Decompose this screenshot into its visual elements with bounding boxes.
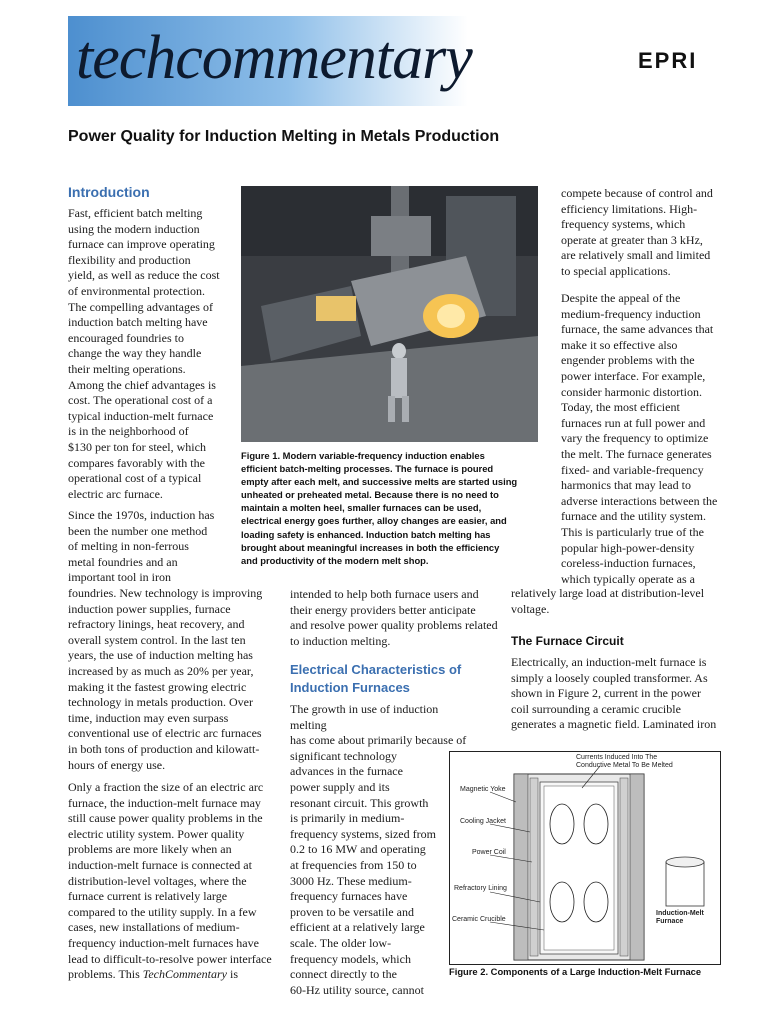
right-paragraph-1 xyxy=(561,186,731,280)
text-line: power supply and its xyxy=(290,779,390,794)
figure-2-diagram xyxy=(449,751,721,965)
text-line: induction batch melting have xyxy=(68,315,208,330)
text-line: foundries. New technology is improving xyxy=(68,586,263,600)
publication-name: TechCommentary xyxy=(142,967,227,981)
figure-1-caption xyxy=(241,449,541,567)
intro-paragraph-3 xyxy=(68,780,272,967)
intro-paragraph-2 xyxy=(68,508,238,586)
text-line: 3000 Hz. These medium- xyxy=(290,873,412,888)
label-refractory-lining: Refractory Lining xyxy=(454,885,507,892)
text-line: Among the chief advantages is xyxy=(68,377,216,392)
text-line: medium-frequency induction xyxy=(561,306,701,321)
intro-paragraph-1 xyxy=(68,206,238,502)
text-line: making it the fastest growing electric xyxy=(68,679,247,694)
text-line: popular high-power-density xyxy=(561,540,695,555)
text-line: 0.2 to 16 MW and operating xyxy=(290,842,426,857)
text-line: 60-Hz utility source, cannot xyxy=(290,982,424,997)
text-line: still cause power quality problems in the xyxy=(68,811,263,826)
text-line: induction-melt furnace is connected at xyxy=(68,857,252,872)
label-furnace: Furnace xyxy=(656,918,684,925)
text-line: time, induction may even surpass xyxy=(68,710,229,725)
foundry-illustration xyxy=(241,186,538,442)
text-line: simply a loosely coupled transformer. As xyxy=(511,670,708,685)
text-line: operate at greater than 3 kHz, xyxy=(561,232,703,247)
text-line: and productivity of the modern melt shop. xyxy=(241,554,429,566)
label-ceramic-crucible: Ceramic Crucible xyxy=(452,916,506,923)
text-line: The compelling advantages of xyxy=(68,299,213,314)
text-line: to induction melting. xyxy=(290,633,391,648)
text-line: cost. The operational cost of a xyxy=(68,393,213,408)
figure-2-caption: Figure 2. Components of a Large Induction-Melt Furnace xyxy=(449,966,702,977)
text-line: harmonics that may lead to xyxy=(561,478,691,493)
text-line: in both tons of production and kilowatt- xyxy=(68,741,260,756)
text-line: technology in metals production. Over xyxy=(68,695,253,710)
text-line: fixed- and variable-frequency xyxy=(561,462,704,477)
text-line: cases, new installations of medium- xyxy=(68,920,240,935)
text-line: Electrical Characteristics of xyxy=(290,662,462,677)
text-line: voltage. xyxy=(511,601,550,616)
text-line: Induction Furnaces xyxy=(290,680,410,695)
text-line: connect directly to the xyxy=(290,967,397,982)
label-currents-line2: Conductive Metal To Be Melted xyxy=(576,762,673,769)
label-cooling-jacket: Cooling Jacket xyxy=(460,818,506,825)
text-line: frequency models, which xyxy=(290,951,411,966)
masthead-title: techcommentary xyxy=(76,24,472,92)
text-line: of environmental protection. xyxy=(68,283,205,298)
text-line: the melt. The furnace generates xyxy=(561,446,712,461)
text-line: efficient at a relatively large xyxy=(290,920,425,935)
label-induction-melt: Induction-Melt xyxy=(656,910,704,917)
text-line: refractory linings, heat recovery, and xyxy=(68,617,245,632)
label-magnetic-yoke: Magnetic Yoke xyxy=(460,786,506,793)
text-line: electric arc furnace. xyxy=(68,486,163,501)
furnace-components-drawing xyxy=(450,752,720,964)
text-line: compared to the utility supply. In a few xyxy=(68,904,257,919)
text-line: frequency induction-melt furnaces have xyxy=(68,935,259,950)
text-line: Figure 1. Modern variable-frequency induction enables xyxy=(241,450,485,461)
text-line: furnaces run at full power and xyxy=(561,415,706,430)
text-line: electrical energy goes further, alloy changes are easier, and xyxy=(241,515,507,527)
text-line: unheated or preheated metal. Because there is no need to xyxy=(241,489,499,501)
text-line: yield, as well as reduce the cost xyxy=(68,268,220,283)
text-line: efficiency limitations. High- xyxy=(561,201,698,216)
text-span: problems. This xyxy=(68,967,143,981)
text-span: is xyxy=(227,967,239,981)
text-line: relatively large load at distribution-level xyxy=(511,586,705,600)
text-line: make it so effective also xyxy=(561,337,678,352)
text-line: scale. The older low- xyxy=(290,935,392,950)
introduction-heading: Introduction xyxy=(68,184,150,200)
text-line: resonant circuit. This growth xyxy=(290,795,429,810)
text-line: furnace, the same advances that xyxy=(561,322,714,337)
text-line: coil surrounding a ceramic crucible xyxy=(511,701,681,716)
text-line: loading safety is enhanced. Induction batch melting has xyxy=(241,528,491,540)
text-line: $130 per ton for steel, which xyxy=(68,439,206,454)
right-paragraph-2 xyxy=(561,291,731,587)
text-line: flexibility and production xyxy=(68,252,191,267)
text-line: furnace current is relatively large xyxy=(68,889,228,904)
text-line: coreless-induction furnaces, xyxy=(561,556,696,571)
text-line: advances in the furnace xyxy=(290,764,403,779)
text-line: using the modern induction xyxy=(68,221,200,236)
furnace-circuit-heading: The Furnace Circuit xyxy=(511,634,624,648)
text-line: frequency systems, sized from xyxy=(290,826,436,841)
text-line: maintain a molten heel, smaller furnaces can be used, xyxy=(241,502,482,514)
text-line: empty after each melt, and successive melts are started using xyxy=(241,476,518,488)
text-line: problems are more likely when an xyxy=(68,842,232,857)
figure-1-photo xyxy=(241,186,538,442)
text-line: which typically operate as a xyxy=(561,571,695,586)
text-line: are relatively small and limited xyxy=(561,248,711,263)
intro-paragraph-2-continued xyxy=(68,586,272,773)
text-line: electric utility system. Power quality xyxy=(68,826,245,841)
intro-paragraph-3-last-line xyxy=(68,967,272,983)
intro-continued-paragraph xyxy=(290,587,500,649)
text-line: is in the neighborhood of xyxy=(68,424,189,439)
text-line: compete because of control and xyxy=(561,186,713,200)
text-line: power interface. For example, xyxy=(561,368,706,383)
text-line: years, the use of induction melting has xyxy=(68,648,253,663)
text-line: furnace and the utility system. xyxy=(561,509,706,524)
text-line: This is particularly true of the xyxy=(561,524,704,539)
electrical-characteristics-heading xyxy=(290,661,461,697)
text-line: vary the frequency to optimize xyxy=(561,431,709,446)
text-line: overall system control. In the last ten xyxy=(68,632,246,647)
text-line: efficient batch-melting processes. The furnace is poured xyxy=(241,463,494,475)
text-line: conventional use of electric arc furnaces xyxy=(68,726,262,741)
electrical-characteristics-paragraph xyxy=(290,702,470,998)
text-line: The growth in use of induction melting xyxy=(290,702,439,732)
text-line: shown in Figure 2, current in the power xyxy=(511,686,701,701)
text-line: hours of energy use. xyxy=(68,757,166,772)
text-line: Since the 1970s, induction has xyxy=(68,508,215,522)
text-line: change the way they handle xyxy=(68,346,202,361)
text-line: Fast, efficient batch melting xyxy=(68,206,203,220)
text-line: metal foundries and an xyxy=(68,554,178,569)
text-line: of melting in non-ferrous xyxy=(68,539,189,554)
text-line: furnace, the induction-melt furnace may xyxy=(68,795,261,810)
text-line: compares favorably with the xyxy=(68,455,205,470)
page-title: Power Quality for Induction Melting in Metals Production xyxy=(68,128,500,145)
label-currents: Currents Induced Into The xyxy=(576,754,658,761)
text-line: frequency furnaces have xyxy=(290,889,408,904)
text-line: important tool in iron xyxy=(68,570,171,585)
text-line: lead to difficult-to-resolve power interface xyxy=(68,951,272,966)
text-line: Electrically, an induction-melt furnace is xyxy=(511,655,707,669)
text-line: their energy providers better anticipate xyxy=(290,602,476,617)
right-paragraph-2-continued xyxy=(511,586,726,617)
text-line: engender problems with the xyxy=(561,353,695,368)
text-line: generates a magnetic field. Laminated iron xyxy=(511,717,717,732)
text-line: and resolve power quality problems related xyxy=(290,618,498,633)
text-line: Today, the most efficient xyxy=(561,400,680,415)
text-line: frequency systems, which xyxy=(561,217,686,232)
label-power-coil: Power Coil xyxy=(472,849,506,856)
text-line: consider harmonic distortion. xyxy=(561,384,702,399)
text-line: significant technology xyxy=(290,748,397,763)
text-line: operational cost of a typical xyxy=(68,471,202,486)
text-line: furnace can improve operating xyxy=(68,237,215,252)
text-line: typical induction-melt furnace xyxy=(68,408,214,423)
text-line: intended to help both furnace users and xyxy=(290,587,479,601)
text-line: to special applications. xyxy=(561,263,671,278)
text-line: is primarily in medium- xyxy=(290,811,405,826)
text-line: brought about meaningful increases in both the efficiency xyxy=(241,541,500,553)
text-line: encouraged foundries to xyxy=(68,330,184,345)
text-line: adverse interactions between the xyxy=(561,493,718,508)
text-line: distribution-level voltages, where the xyxy=(68,873,247,888)
text-line: increased by as much as 20% per year, xyxy=(68,663,254,678)
text-line: proven to be versatile and xyxy=(290,904,414,919)
epri-logo: EPRI xyxy=(638,48,698,73)
text-line: at frequencies from 150 to xyxy=(290,857,417,872)
text-line: Only a fraction the size of an electric arc xyxy=(68,780,264,794)
text-line: has come about primarily because of xyxy=(290,733,467,748)
text-line: their melting operations. xyxy=(68,361,186,376)
text-line: induction power supplies, furnace xyxy=(68,601,231,616)
text-line: Despite the appeal of the xyxy=(561,291,681,305)
furnace-circuit-paragraph xyxy=(511,655,726,733)
text-line: been the number one method xyxy=(68,523,208,538)
